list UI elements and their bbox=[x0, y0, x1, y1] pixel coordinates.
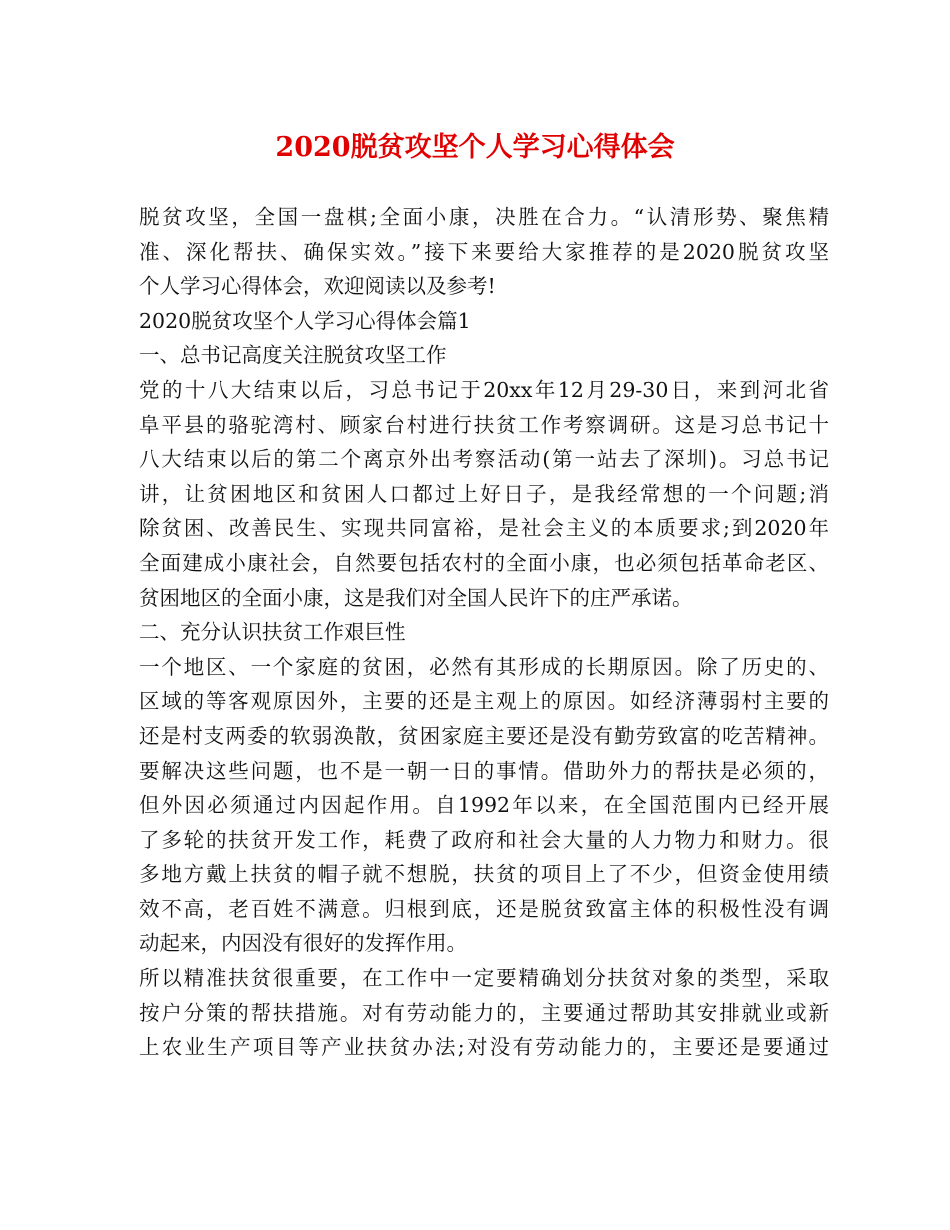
paragraph-line: 脱贫攻坚，全国一盘棋;全面小康，决胜在合力。“认清形势、聚焦精 bbox=[139, 205, 829, 229]
paragraph-line: 动起来，内因没有很好的发挥作用。 bbox=[139, 931, 467, 956]
paragraph-line: 全面建成小康社会，自然要包括农村的全面小康，也必须包括革命老区、 bbox=[139, 550, 829, 575]
paragraph-line: 准、深化帮扶、确保实效。”接下来要给大家推荐的是2020脱贫攻坚 bbox=[139, 239, 829, 264]
paragraph-line: 讲，让贫困地区和贫困人口都过上好日子，是我经常想的一个问题;消 bbox=[139, 481, 829, 506]
paragraph-line: 按户分策的帮扶措施。对有劳动能力的，主要通过帮助其安排就业或新 bbox=[139, 1000, 829, 1025]
paragraph-line: 阜平县的骆驼湾村、顾家台村进行扶贫工作考察调研。这是习总书记十 bbox=[139, 412, 829, 437]
paragraph-line: 贫困地区的全面小康，这是我们对全国人民许下的庄严承诺。 bbox=[139, 585, 693, 610]
paragraph-line: 还是村支两委的软弱涣散，贫困家庭主要还是没有勤劳致富的吃苦精神。 bbox=[139, 723, 829, 748]
paragraph-line: 要解决这些问题，也不是一朝一日的事情。借助外力的帮扶是必须的， bbox=[139, 758, 829, 783]
paragraph-line: 个人学习心得体会，欢迎阅读以及参考! bbox=[139, 274, 496, 299]
paragraph-line: 党的十八大结束以后，习总书记于20xx年12月29-30日，来到河北省 bbox=[139, 377, 829, 402]
paragraph-line: 了多轮的扶贫开发工作，耗费了政府和社会大量的人力物力和财力。很 bbox=[139, 827, 829, 852]
paragraph-line: 所以精准扶贫很重要，在工作中一定要精确划分扶贫对象的类型，采取 bbox=[139, 966, 829, 991]
paragraph-line: 八大结束以后的第二个离京外出考察活动(第一站去了深圳)。习总书记 bbox=[139, 447, 829, 472]
document-body bbox=[139, 200, 829, 1065]
paragraph-line: 但外因必须通过内因起作用。自1992年以来，在全国范围内已经开展 bbox=[139, 793, 829, 818]
paragraph-line: 一个地区、一个家庭的贫困，必然有其形成的长期原因。除了历史的、 bbox=[139, 654, 829, 679]
paragraph-line: 除贫困、改善民生、实现共同富裕，是社会主义的本质要求;到2020年 bbox=[139, 516, 829, 541]
paragraph-line: 多地方戴上扶贫的帽子就不想脱，扶贫的项目上了不少，但资金使用绩 bbox=[139, 862, 829, 887]
paragraph-line: 效不高，老百姓不满意。归根到底，还是脱贫致富主体的积极性没有调 bbox=[139, 896, 829, 921]
paragraph-line: 2020脱贫攻坚个人学习心得体会篇1 bbox=[139, 308, 471, 333]
paragraph-line: 区域的等客观原因外，主要的还是主观上的原因。如经济薄弱村主要的 bbox=[139, 689, 829, 714]
paragraph-line: 一、总书记高度关注脱贫攻坚工作 bbox=[139, 343, 447, 368]
paragraph-line: 二、充分认识扶贫工作艰巨性 bbox=[139, 620, 406, 645]
document-title: 2020脱贫攻坚个人学习心得体会 bbox=[275, 132, 675, 163]
paragraph-line: 上农业生产项目等产业扶贫办法;对没有劳动能力的，主要还是要通过 bbox=[139, 1035, 829, 1060]
